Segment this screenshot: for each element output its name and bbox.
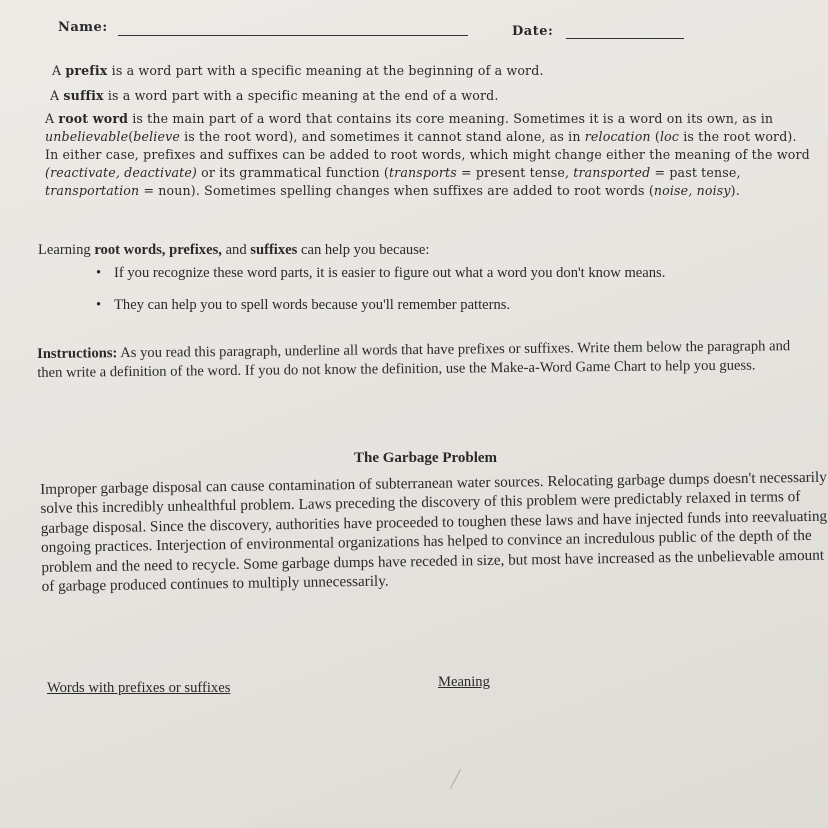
instructions-label: Instructions: (37, 345, 118, 362)
bullet-icon: • (96, 296, 102, 313)
bullet-item: • If you recognize these word parts, it is easier to figure out what a word you don't know means. (96, 264, 816, 284)
prefix-definition: A prefix is a word part with a specific meaning at the beginning of a word. (52, 63, 544, 78)
root-word-paragraph: A root word is the main part of a word that contains its core meaning. Sometimes it is a word on its own, as in unbelievable(believe is the root word), and sometimes it cannot stand alone, as in relocation (loc is the root word). In either case, prefixes and suffixes can be added to root words, which might change either the meaning of the word (reactivate, deactivate) or its grammatical function (transports = present tense, transported = past tense, transportation = noun). Sometimes spelling changes when suffixes are added to root words (noise, noisy). (45, 111, 810, 198)
instructions: Instructions: As you read this paragraph, underline all words that have prefixes or suffixes. Write them below the paragraph and then write a definition of the word. If you do not know the definition, use the Make-a-Word Game Chart to help you guess. (37, 338, 791, 381)
words-column-header: Words with prefixes or suffixes (47, 680, 231, 696)
bullet-item: • They can help you to spell words because you'll remember patterns. (96, 296, 816, 316)
root-word-term: root word (58, 111, 129, 126)
pencil-mark (450, 769, 461, 789)
name-field[interactable] (118, 35, 468, 36)
date-field[interactable] (566, 38, 684, 39)
suffix-definition: A suffix is a word part with a specific meaning at the end of a word. (50, 88, 499, 103)
prefix-term: prefix (65, 63, 108, 78)
story-paragraph: Improper garbage disposal can cause contamination of subterranean water sources. Relocating garbage dumps doesn't necessarily solve this incredibly unhealthful problem. Laws preceding the discovery of this problem were predictably relaxed in terms of garbage disposal. Since the discovery, authorities have proceeded to toughen these laws and have injected funds into reevaluating ongoing practices. Interjection of environmental organizations has helped to convince an incredulous public of the depth of the problem and the need to recycle. Some garbage dumps have receded in size, but most have increased as the unbelievable amount of garbage produced continues to multiply unnecessarily. (40, 468, 828, 596)
learning-intro: Learning root words, prefixes, and suffixes can help you because: (38, 242, 430, 258)
learning-bullets (96, 264, 816, 315)
bullet-icon: • (96, 265, 102, 281)
name-label: Name: (58, 20, 108, 35)
date-label: Date: (512, 24, 554, 39)
meaning-column-header: Meaning (438, 674, 490, 690)
story-title: The Garbage Problem (354, 450, 498, 466)
suffix-term: suffix (63, 88, 104, 103)
